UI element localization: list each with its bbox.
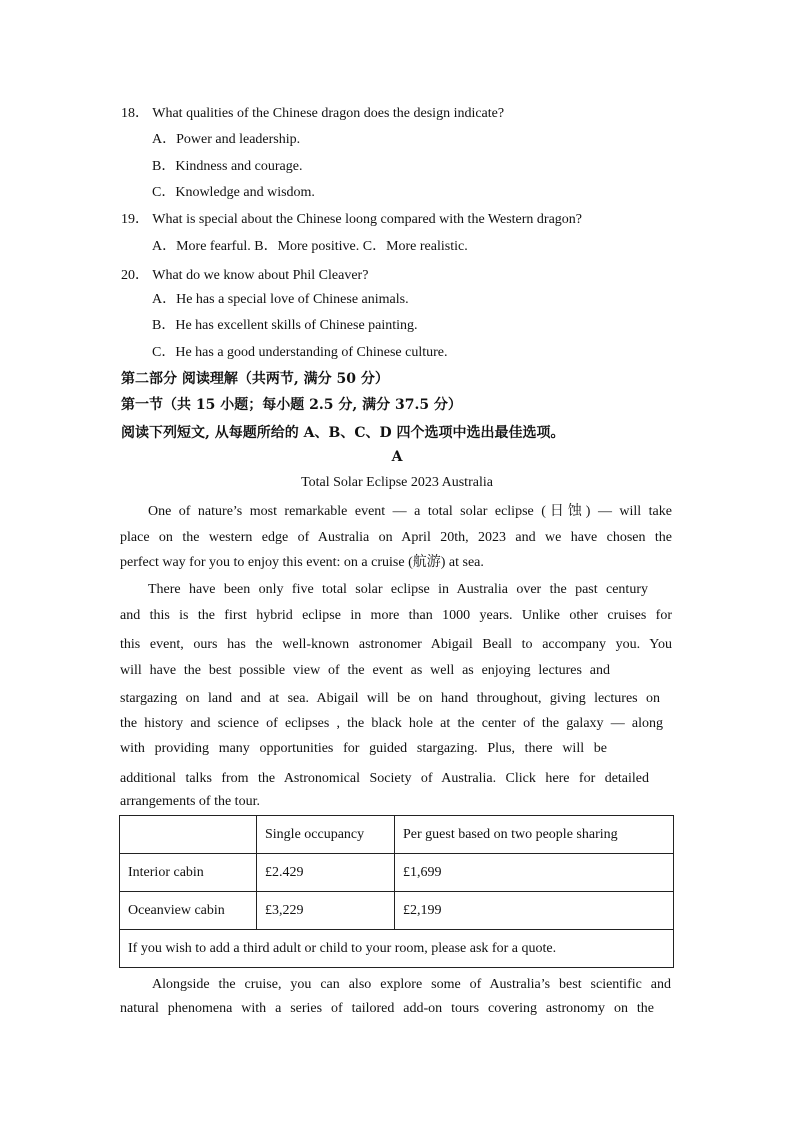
option-20-a: A．He has a special love of Chinese animals. [152,292,409,307]
paragraph-3-line: Alongside the cruise, you can also explore some of Australia’s best scientific and [152,977,671,992]
paragraph-2-line: the history and science of eclipses , the black hole at the center of the galaxy — along [120,716,663,731]
option-20-c: C．He has a good understanding of Chinese culture. [152,345,448,360]
paragraph-2-line: will have the best possible view of the event as well as enjoying lectures and [120,663,610,678]
paragraph-1-line: perfect way for you to enjoy this event: on a cruise (航游) at sea. [120,555,484,570]
section-instruction: 阅读下列短文, 从每题所给的 A、B、C、D 四个选项中选出最佳选项。 [121,425,565,441]
paragraph-2-line: There have been only five total solar eclipse in Australia over the past century [148,582,648,597]
paragraph-2-line: this event, ours has the well-known astronomer Abigail Beall to accompany you. You [120,637,672,652]
question-18 [121,105,504,123]
paragraph-2-line: with providing many opportunities for guided stargazing. Plus, there will be [120,741,607,756]
table-row [120,854,674,892]
option-18-a: A．Power and leadership. [152,132,301,147]
passage-title: Total Solar Eclipse 2023 Australia [301,475,493,490]
table-cell: Interior cabin [120,854,257,892]
table-note: If you wish to add a third adult or child to your room, please ask for a quote. [120,930,674,968]
options-19-inline: A．More fearful. B．More positive. C．More realistic. [152,239,468,254]
table-cell: Oceanview cabin [120,892,257,930]
table-note-row [120,930,674,968]
option-20-b: B．He has excellent skills of Chinese painting. [152,318,418,333]
table-header-cell: Single occupancy [257,816,395,854]
paragraph-2-line: stargazing on land and at sea. Abigail will be on hand throughout, giving lectures on [120,691,660,706]
table-header-cell: Per guest based on two people sharing [395,816,674,854]
question-20 [121,267,368,285]
paragraph-1-line: place on the western edge of Australia on April 20th, 2023 and we have chosen the [120,530,672,545]
passage-letter: A [391,449,403,465]
table-cell: £2.429 [257,854,395,892]
paragraph-2-line: arrangements of the tour. [120,794,260,809]
option-18-c: C．Knowledge and wisdom. [152,185,315,200]
paragraph-3-line: natural phenomena with a series of tailored add-on tours covering astronomy on the [120,1001,654,1016]
paragraph-1-line: One of nature’s most remarkable event — a total solar eclipse (日蚀) — will take [148,504,672,519]
paragraph-2-line: and this is the first hybrid eclipse in more than 1000 years. Unlike other cruises for [120,608,672,623]
part-title: 第二部分 阅读理解（共两节, 满分 50 分） [121,371,389,387]
question-number: 19． [121,212,149,227]
question-text: What is special about the Chinese loong compared with the Western dragon? [152,212,583,227]
question-19 [121,211,582,229]
table-header-row [120,816,674,854]
question-number: 20． [121,268,149,283]
table-header-cell [120,816,257,854]
question-text: What qualities of the Chinese dragon does the design indicate? [152,106,505,121]
question-text: What do we know about Phil Cleaver? [152,268,369,283]
question-number: 18． [121,106,149,121]
paragraph-2-line: additional talks from the Astronomical Society of Australia. Click here for detailed [120,771,649,786]
table-row [120,892,674,930]
option-18-b: B．Kindness and courage. [152,159,303,174]
table-cell: £1,699 [395,854,674,892]
section-subtitle: 第一节（共 15 小题；每小题 2.5 分, 满分 37.5 分） [121,397,462,413]
price-table [119,815,674,968]
table-cell: £2,199 [395,892,674,930]
table-cell: £3,229 [257,892,395,930]
